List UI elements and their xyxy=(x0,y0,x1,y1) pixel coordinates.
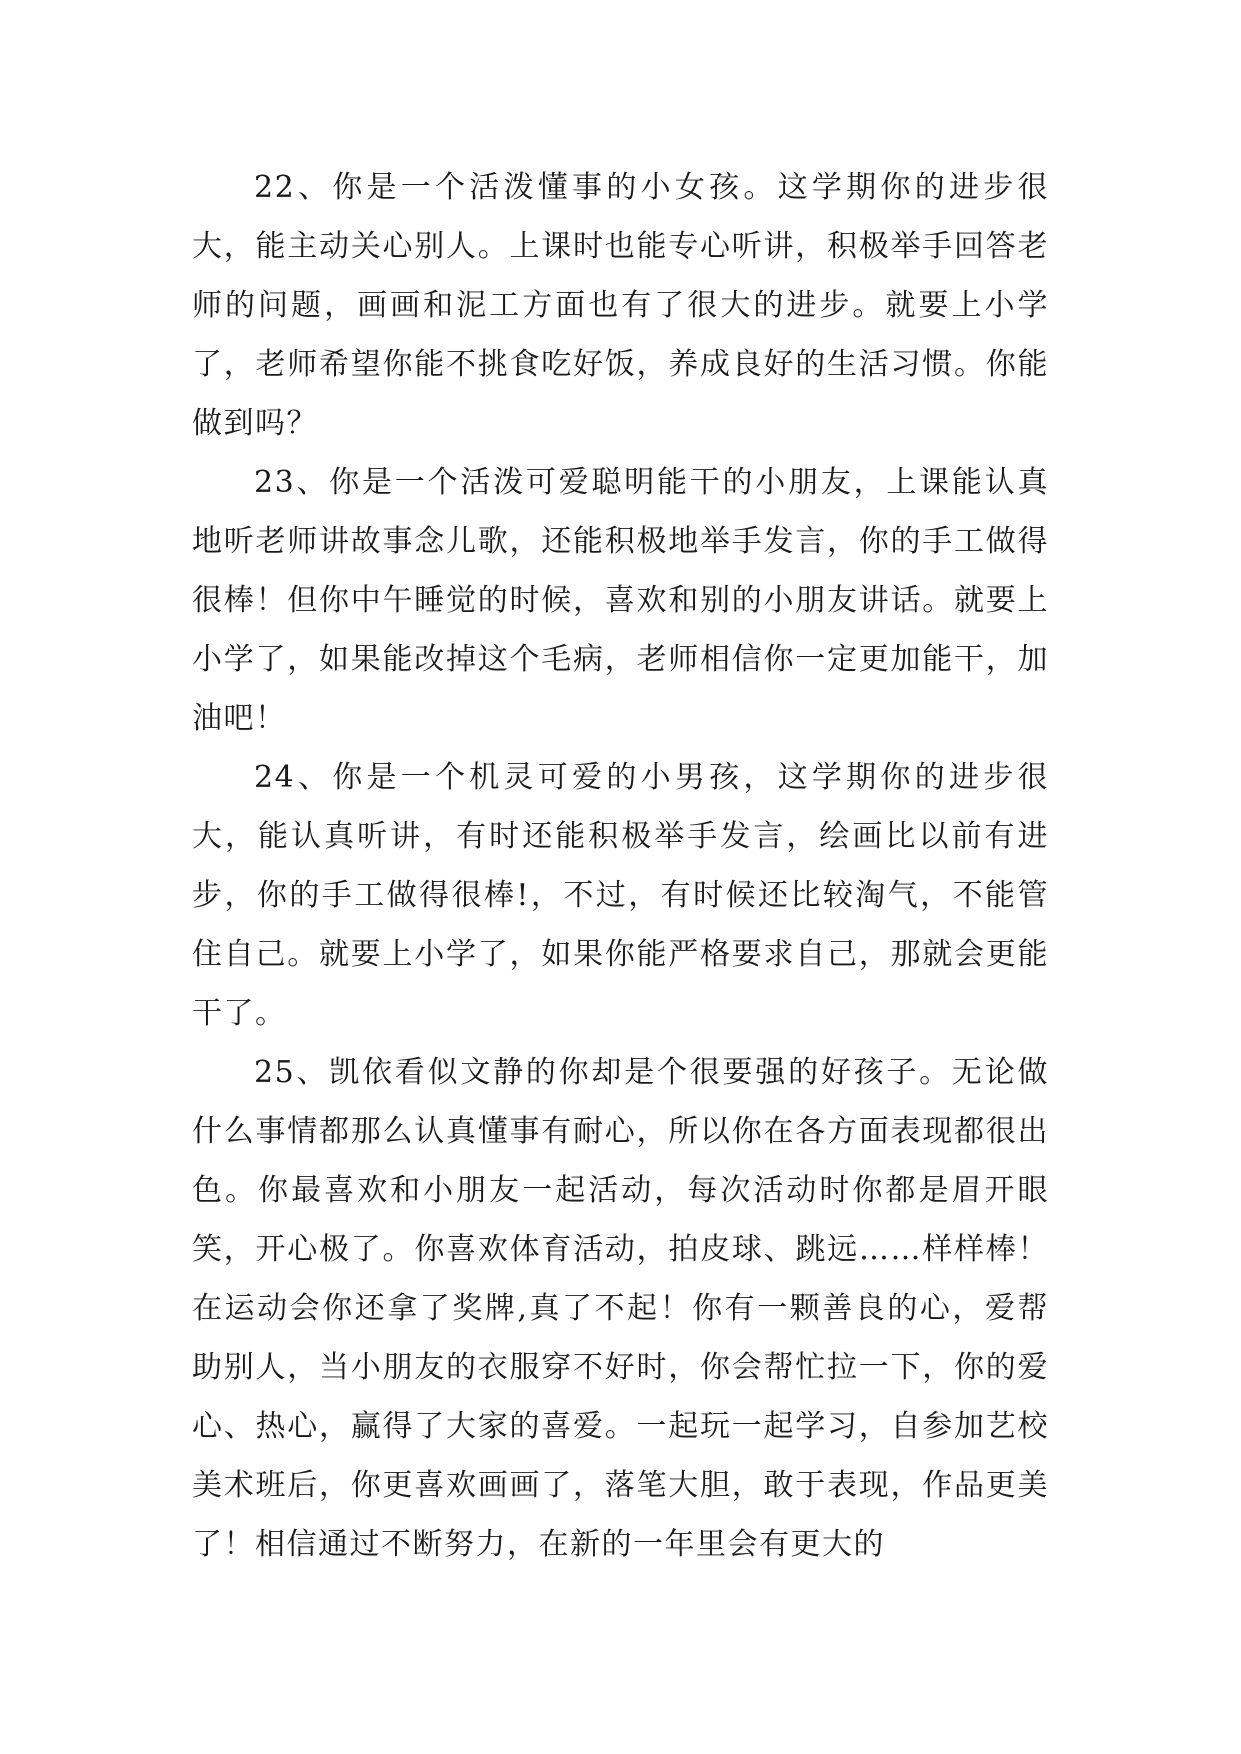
paragraph-22: 22、你是一个活泼懂事的小女孩。这学期你的进步很大，能主动关心别人。上课时也能专心听讲，积极举手回答老师的问题，画画和泥工方面也有了很大的进步。就要上小学了，老师希望你能不挑食吃好饭，养成良好的生活习惯。你能做到吗？ xyxy=(192,170,1049,441)
paragraph-23: 23、你是一个活泼可爱聪明能干的小朋友，上课能认真地听老师讲故事念儿歌，还能积极地举手发言，你的手工做得很棒！但你中午睡觉的时候，喜欢和别的小朋友讲话。就要上小学了，如果能改掉这个毛病，老师相信你一定更加能干，加油吧！ xyxy=(192,465,1049,736)
document-body xyxy=(192,158,1049,1574)
paragraph-25: 25、凯依看似文静的你却是个很要强的好孩子。无论做什么事情都那么认真懂事有耐心，所以你在各方面表现都很出色。你最喜欢和小朋友一起活动，每次活动时你都是眉开眼笑，开心极了。你喜欢体育活动，拍皮球、跳远……样样棒！在运动会你还拿了奖牌,真了不起！你有一颗善良的心，爱帮助别人，当小朋友的衣服穿不好时，你会帮忙拉一下，你的爱心、热心，赢得了大家的喜爱。一起玩一起学习，自参加艺校美术班后，你更喜欢画画了，落笔大胆，敢于表现，作品更美了！相信通过不断努力，在新的一年里会有更大的 xyxy=(192,1055,1049,1562)
paragraph-24: 24、你是一个机灵可爱的小男孩，这学期你的进步很大，能认真听讲，有时还能积极举手发言，绘画比以前有进步，你的手工做得很棒!，不过，有时候还比较淘气，不能管住自己。就要上小学了，如果你能严格要求自己，那就会更能干了。 xyxy=(192,760,1049,1031)
